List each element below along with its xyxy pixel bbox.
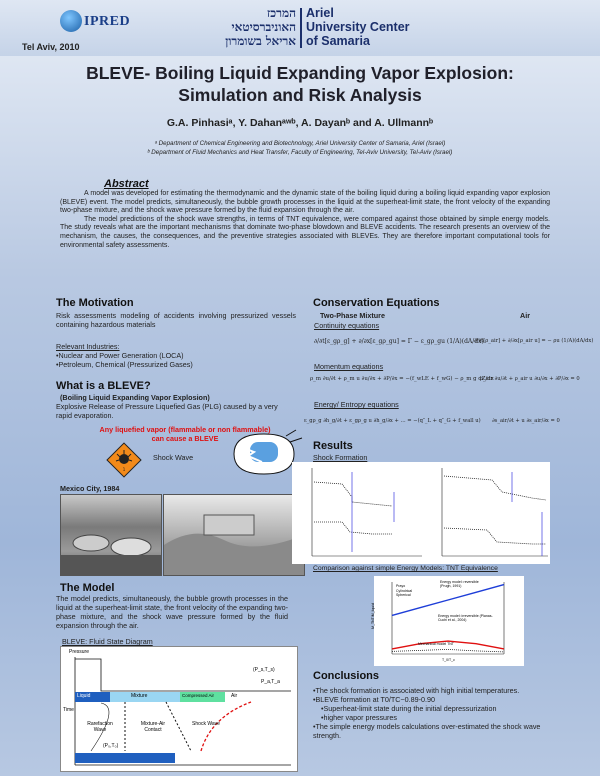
industry-nuclear: •Nuclear and Power Generation (LOCA) (56, 351, 184, 360)
conclusion-item-1: •The shock formation is associated with high initial temperatures. (313, 686, 520, 695)
shock-wave-label: Shock Wave (153, 453, 194, 462)
diagram-initial-state-label: (P₀,T₀) (103, 743, 119, 749)
momentum-mixture-equation: ρ_m ∂u/∂t + ρ_m u ∂u/∂x + ∂P/∂x = −(f_wLE + f_wG) − ρ_m g dZ/dx (310, 376, 494, 382)
affiliation-b: ᵇ Department of Fluid Mechanics and Heat Transfer, Faculty of Engineering, Tel-Aviv University, Tel-Aviv (Israel) (147, 149, 453, 156)
mexico-city-photo-1 (60, 494, 162, 576)
abstract-heading: Abstract (104, 178, 149, 190)
explosive-hazard-icon (106, 442, 142, 478)
conservation-heading: Conservation Equations (313, 297, 440, 309)
two-phase-column-label: Two-Phase Mixture (320, 311, 385, 320)
affiliation-a: ᵃ Department of Chemical Engineering and Biotechnology, Ariel University Center of Samaria, Ariel (Israel) (154, 140, 446, 147)
diagram-label: BLEVE: Fluid State Diagram (62, 637, 153, 646)
air-column-label: Air (520, 311, 530, 320)
diagram-air-label: Air (231, 693, 238, 699)
continuity-mixture-equation: ∂/∂t[ε_gρ_g] + ∂/∂x[ε_gρ_gu] = Γ − ε_gρ_gu (1/A)(dA/dx) (314, 338, 484, 345)
what-is-bleve-heading: What is a BLEVE? (56, 380, 151, 392)
authors: G.A. Pinhasiᵃ, Y. Dahanᵃʷᵇ, A. Dayanᵇ and A. Ullmannᵇ (166, 117, 434, 129)
motivation-text: Risk assessments modeling of accidents involving pressurized vessels containing hazardous materials (56, 311, 296, 329)
energy-air-equation: ∂s_air/∂t + u ∂s_air/∂x = 0 (492, 418, 560, 424)
model-heading: The Model (60, 582, 115, 594)
tnt-ylabel: M_TNT/M_liquid (370, 603, 375, 629)
abstract-body (60, 190, 550, 250)
ariel-hebrew-name: המרכז האוניברסיטאי אריאל בשומרון (225, 6, 296, 48)
bleve-warning-line2: can cause a BLEVE (151, 434, 219, 443)
diagram-pressure-label: Pressure (69, 649, 90, 655)
ariel-english-name: Ariel University Center of Samaria (306, 6, 410, 48)
poster-title: BLEVE- Boiling Liquid Expanding Vapor Explosion: Simulation and Risk Analysis (86, 63, 514, 105)
diagram-mixture-label: Mixture (131, 693, 148, 699)
continuity-air-equation: ∂/∂t[ρ_air] + ∂/∂x[ρ_air u] = − ρu (1/A)(dA/dx) (474, 338, 594, 344)
motivation-heading: The Motivation (56, 297, 134, 309)
diagram-shock-state-label: (P_s,T_s) (253, 667, 275, 673)
mexico-city-photo-2 (163, 494, 305, 576)
globe-icon (60, 10, 82, 32)
annotation-reversible: Energy model: reversible (Prugh, 1991) (440, 580, 479, 588)
conclusions-list (313, 686, 548, 740)
tnt-xlabel: T_0/T_c (442, 658, 455, 662)
diagram-shock-label: Shock Wave (192, 721, 220, 727)
ipred-logo-text: IPRED (84, 14, 131, 29)
annotation-mechanical: Mechanical model TNT (418, 642, 454, 646)
model-text: The model predicts, simultaneously, the bubble growth processes in the liquid at the superheat-limit state, the front velocity of the expanding two-phase mixture, and the shock wave pressure formed by the fluid expansion through the air. (56, 594, 288, 630)
conclusion-item-2: •BLEVE formation at T0/TC~0.89-0.90 (313, 695, 436, 704)
conclusion-item-5: •The simple energy models calculations over-estimated the shock wave strength. (313, 722, 541, 740)
abstract-paragraph-1: A model was developed for estimating the thermodynamic and the dynamic state of the boiling liquid during a boiling liquid expanding vapor explosion (BLEVE) event. The model predicts, simultaneously, the bubble growth processes in the liquid at the superheat-limit state, the front velocity of the expanding two-phase mixture, and the shock wave pressure formed by the fluid expansion through the air. (60, 190, 550, 215)
momentum-label: Momentum equations (314, 362, 384, 371)
diagram-liquid-label: Liquid (77, 693, 91, 699)
tnt-legend: Prayo Cylindrical Spherical (396, 584, 413, 597)
shock-formation-label: Shock Formation (313, 453, 368, 462)
industries-label: Relevant Industries: (56, 342, 120, 351)
svg-text:1: 1 (122, 467, 126, 472)
tnt-chart (370, 576, 524, 666)
results-heading: Results (313, 440, 353, 452)
conclusions-heading: Conclusions (313, 670, 380, 682)
energy-label: Energy/ Entropy equations (314, 400, 399, 409)
bleve-definition: Explosive Release of Pressure Liquefied Gas (PLG) caused by a very rapid evaporation. (56, 402, 278, 420)
abstract-paragraph-2: The model predictions of the shock wave strengths, in terms of TNT equivalence, were compared against those obtained by simple energy models. The study reveals what are the important mechanisms that dominate two-phase blowdown and BLEVE accidents. The research presents an overview of the mechanism, the causes, the consequences, and the preventive strategies associated with BLEVEs. They are therefore important computational tools for environmental safety assessments. (60, 215, 550, 249)
bleve-subheading: (Boiling Liquid Expanding Vapor Explosion) (60, 393, 210, 402)
fluid-state-diagram (60, 646, 298, 772)
shock-chart-left (312, 468, 422, 556)
comparison-label: Comparison against simple Energy Models: TNT Equivalence (313, 565, 498, 572)
mexico-city-label: Mexico City, 1984 (60, 484, 120, 493)
conclusion-item-3: •Superheat-limit state during the initial depressurization (321, 704, 497, 713)
ariel-logo (178, 6, 428, 52)
bleve-warning-line1: Any liquefied vapor (flammable or non flammable) (99, 425, 271, 434)
diagram-contact-label: Mixture-Air Contact (140, 721, 166, 733)
momentum-air-equation: ρ_air ∂u/∂t + ρ_air u ∂u/∂x + ∂P/∂x = 0 (480, 376, 580, 382)
continuity-label: Continuity equations (314, 321, 380, 330)
diagram-ambient-label: P_a,T_a (261, 679, 280, 685)
logo-divider (300, 8, 302, 48)
energy-mixture-equation: ε_gρ_g ∂h_g/∂t + ε_gρ_g u ∂h_g/∂x + … = −(q″_L + q″_G + f_wall u) (304, 418, 481, 424)
diagram-rarefaction-label: Rarefaction Wave (87, 721, 113, 733)
industry-petroleum: •Petroleum, Chemical (Pressurized Gases) (56, 360, 193, 369)
shock-chart-right (442, 468, 548, 556)
conference-location: Tel Aviv, 2010 (22, 42, 80, 52)
series-mechanical (392, 649, 504, 652)
conclusion-item-4: •higher vapor pressures (321, 713, 398, 722)
ipred-logo (60, 8, 131, 38)
diagram-time-label: Time (63, 707, 74, 713)
diagram-compressed-air-label: Compressed Air (182, 693, 215, 698)
shock-formation-charts (292, 462, 550, 564)
annotation-irreversible: Energy model: irreversible (Planas-Cuchi et al., 2004) (438, 614, 493, 622)
